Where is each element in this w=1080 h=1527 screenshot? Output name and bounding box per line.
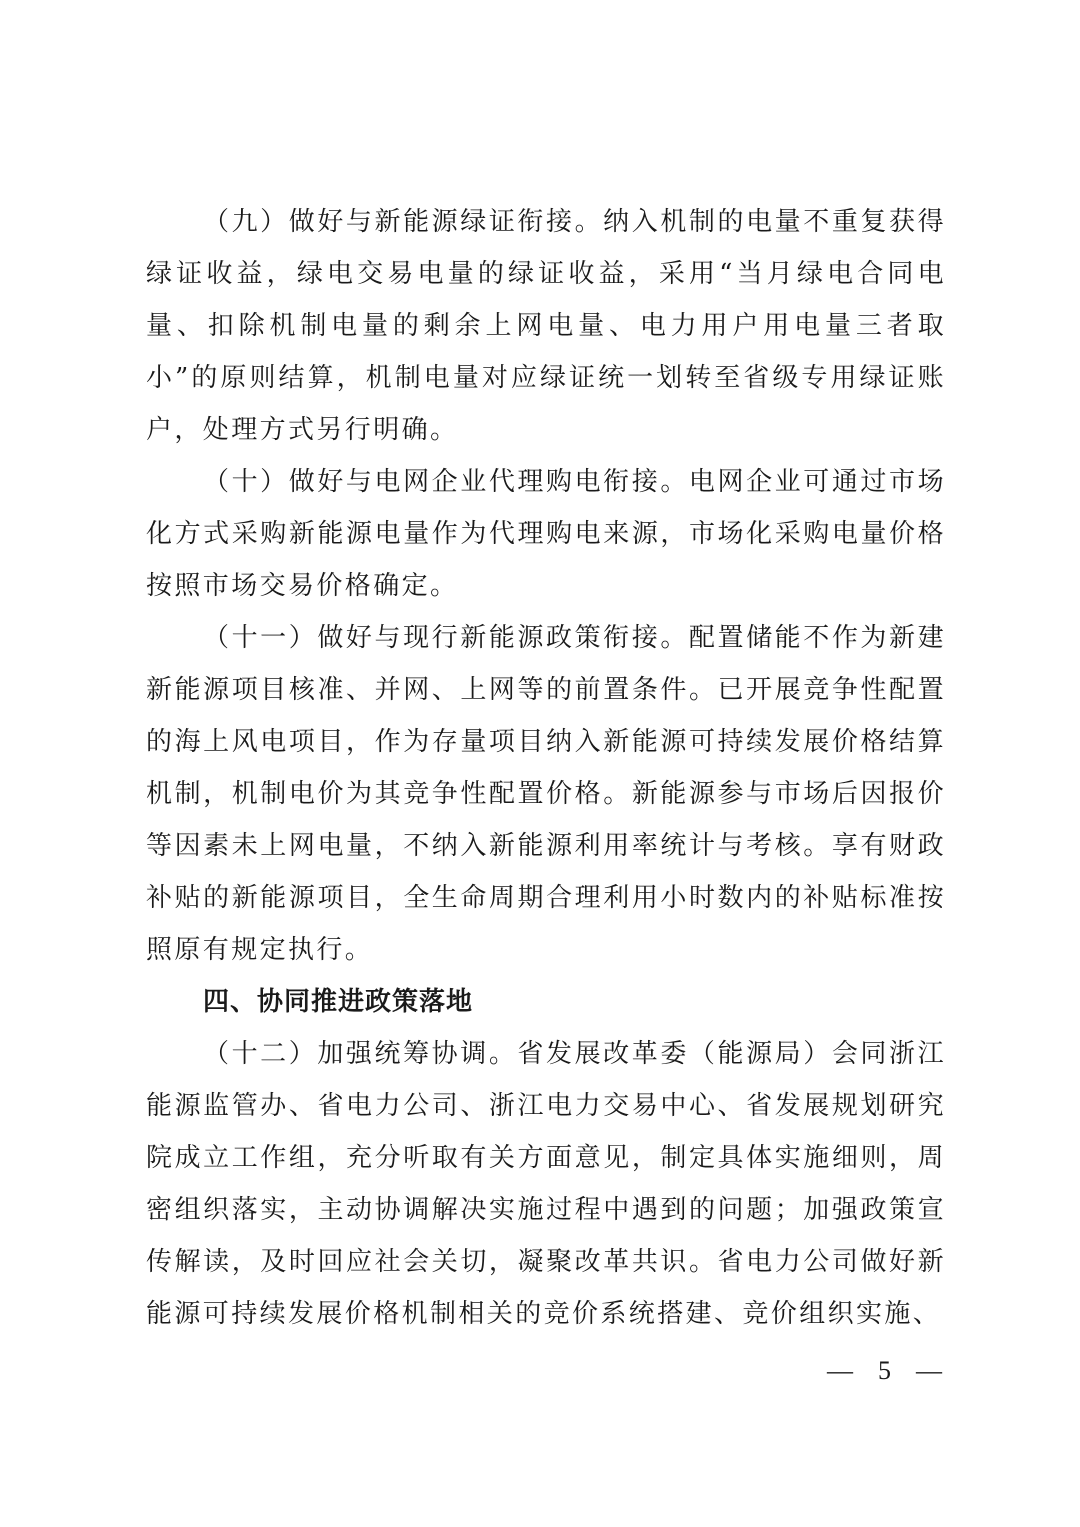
paragraph-9-text: 纳入机制的电量不重复获得绿证收益，绿电交易电量的绿证收益，采用“当月绿电合同电量、扣除机制电量的剩余上网电量、电力用户用电量三者取小”的原则结算，机制电量对应绿证统一划转至省级专用绿证账户，处理方式另行明确。 [146, 207, 946, 445]
document-body [146, 196, 946, 1340]
paragraph-12-text: 省发展改革委（能源局）会同浙江能源监管办、省电力公司、浙江电力交易中心、省发展规划研究院成立工作组，充分听取有关方面意见，制定具体实施细则，周密组织落实，主动协调解决实施过程中遇到的问题；加强政策宣传解读，及时回应社会关切，凝聚改革共识。省电力公司做好新能源可持续发展价格机制相关的竞价系统搭建、竞价组织实施、 [146, 1039, 946, 1329]
paragraph-12 [146, 1028, 946, 1340]
section-heading: 四、协同推进政策落地 [203, 987, 474, 1017]
page-number: — 5 — [827, 1356, 946, 1385]
paragraph-9-heading: （九）做好与新能源绿证衔接。 [203, 207, 604, 237]
paragraph-12-heading: （十二）加强统筹协调。 [203, 1039, 518, 1069]
paragraph-10-heading: （十）做好与电网企业代理购电衔接。 [203, 467, 689, 497]
paragraph-10-text: 电网企业可通过市场化方式采购新能源电量作为代理购电来源，市场化采购电量价格按照市场交易价格确定。 [146, 467, 946, 601]
paragraph-11-text: 配置储能不作为新建新能源项目核准、并网、上网等的前置条件。已开展竞争性配置的海上风电项目，作为存量项目纳入新能源可持续发展价格结算机制，机制电价为其竞争性配置价格。新能源参与市场后因报价等因素未上网电量，不纳入新能源利用率统计与考核。享有财政补贴的新能源项目，全生命周期合理利用小时数内的补贴标准按照原有规定执行。 [146, 623, 946, 965]
paragraph-9 [146, 196, 946, 456]
paragraph-11 [146, 612, 946, 976]
paragraph-11-heading: （十一）做好与现行新能源政策衔接。 [203, 623, 689, 653]
paragraph-10 [146, 456, 946, 612]
